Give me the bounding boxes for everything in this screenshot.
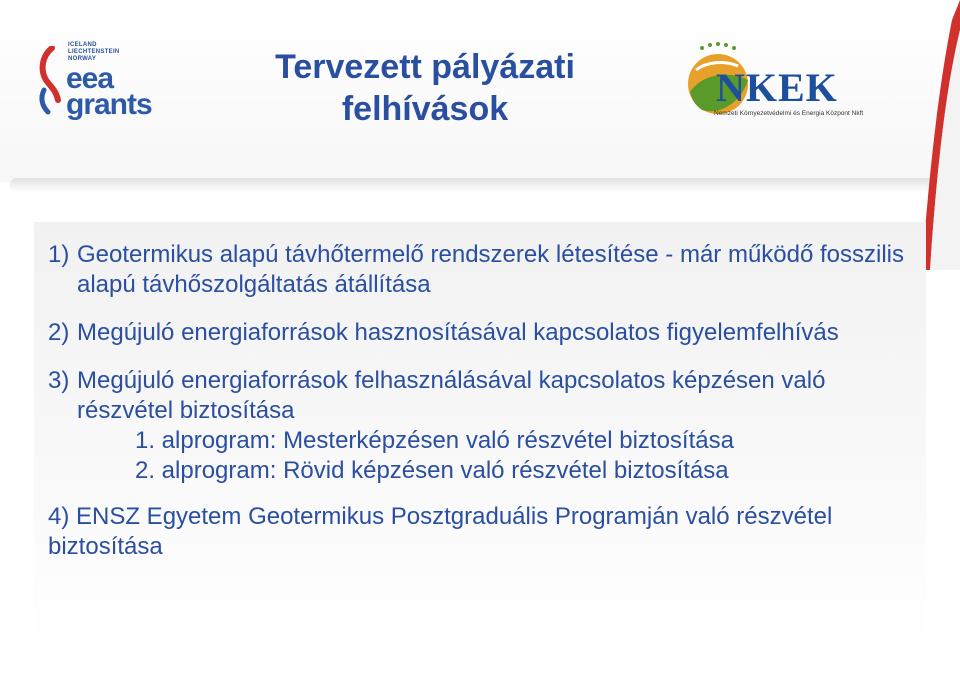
eea-country-3: NORWAY xyxy=(68,56,97,62)
list-item xyxy=(48,366,908,486)
item-number: 2) xyxy=(48,319,70,346)
list-item xyxy=(48,502,908,562)
grants-word: grants xyxy=(66,88,152,121)
title-line-2: felhívások xyxy=(341,90,509,128)
content-panel xyxy=(34,222,926,690)
eea-grants-mark-icon xyxy=(38,46,64,116)
list-item xyxy=(48,318,908,348)
subprogram-1: 1. alprogram: Mesterképzésen való részvétel biztosítása xyxy=(135,427,734,454)
nkek-subtitle: Nemzeti Környezetvédelmi és Energia Központ Nkft xyxy=(714,110,864,117)
subprogram-2: 2. alprogram: Rövid képzésen való részvétel biztosítása xyxy=(135,457,729,484)
nkek-logo xyxy=(686,40,866,130)
item-number: 1) xyxy=(48,241,70,268)
title-line-1: Tervezett pályázati xyxy=(275,48,575,86)
eea-country-2: LIECHTENSTEIN xyxy=(68,49,120,55)
header-divider xyxy=(10,178,946,192)
item-text: Geotermikus alapú távhőtermelő rendszerek létesítése - már működő fosszilis alapú távhőszolgáltatás átállítása xyxy=(77,241,905,298)
item-text: Megújuló energiaforrások felhasználásával kapcsolatos képzésen való részvétel biztosítása xyxy=(77,367,826,424)
call-list xyxy=(48,240,908,580)
nkek-word: NKEK xyxy=(716,65,838,110)
eea-word: eea xyxy=(66,62,114,95)
item-number: 3) xyxy=(48,367,70,394)
list-item xyxy=(48,240,908,300)
eea-grants-logo xyxy=(38,40,152,122)
item-text: 4) ENSZ Egyetem Geotermikus Posztgraduális Programján való részvétel biztosítása xyxy=(48,503,833,560)
eea-countries xyxy=(68,42,120,63)
item-text: Megújuló energiaforrások hasznosításával kapcsolatos figyelemfelhívás xyxy=(77,319,839,346)
eea-country-1: ICELAND xyxy=(68,42,97,48)
page-title xyxy=(240,46,610,130)
